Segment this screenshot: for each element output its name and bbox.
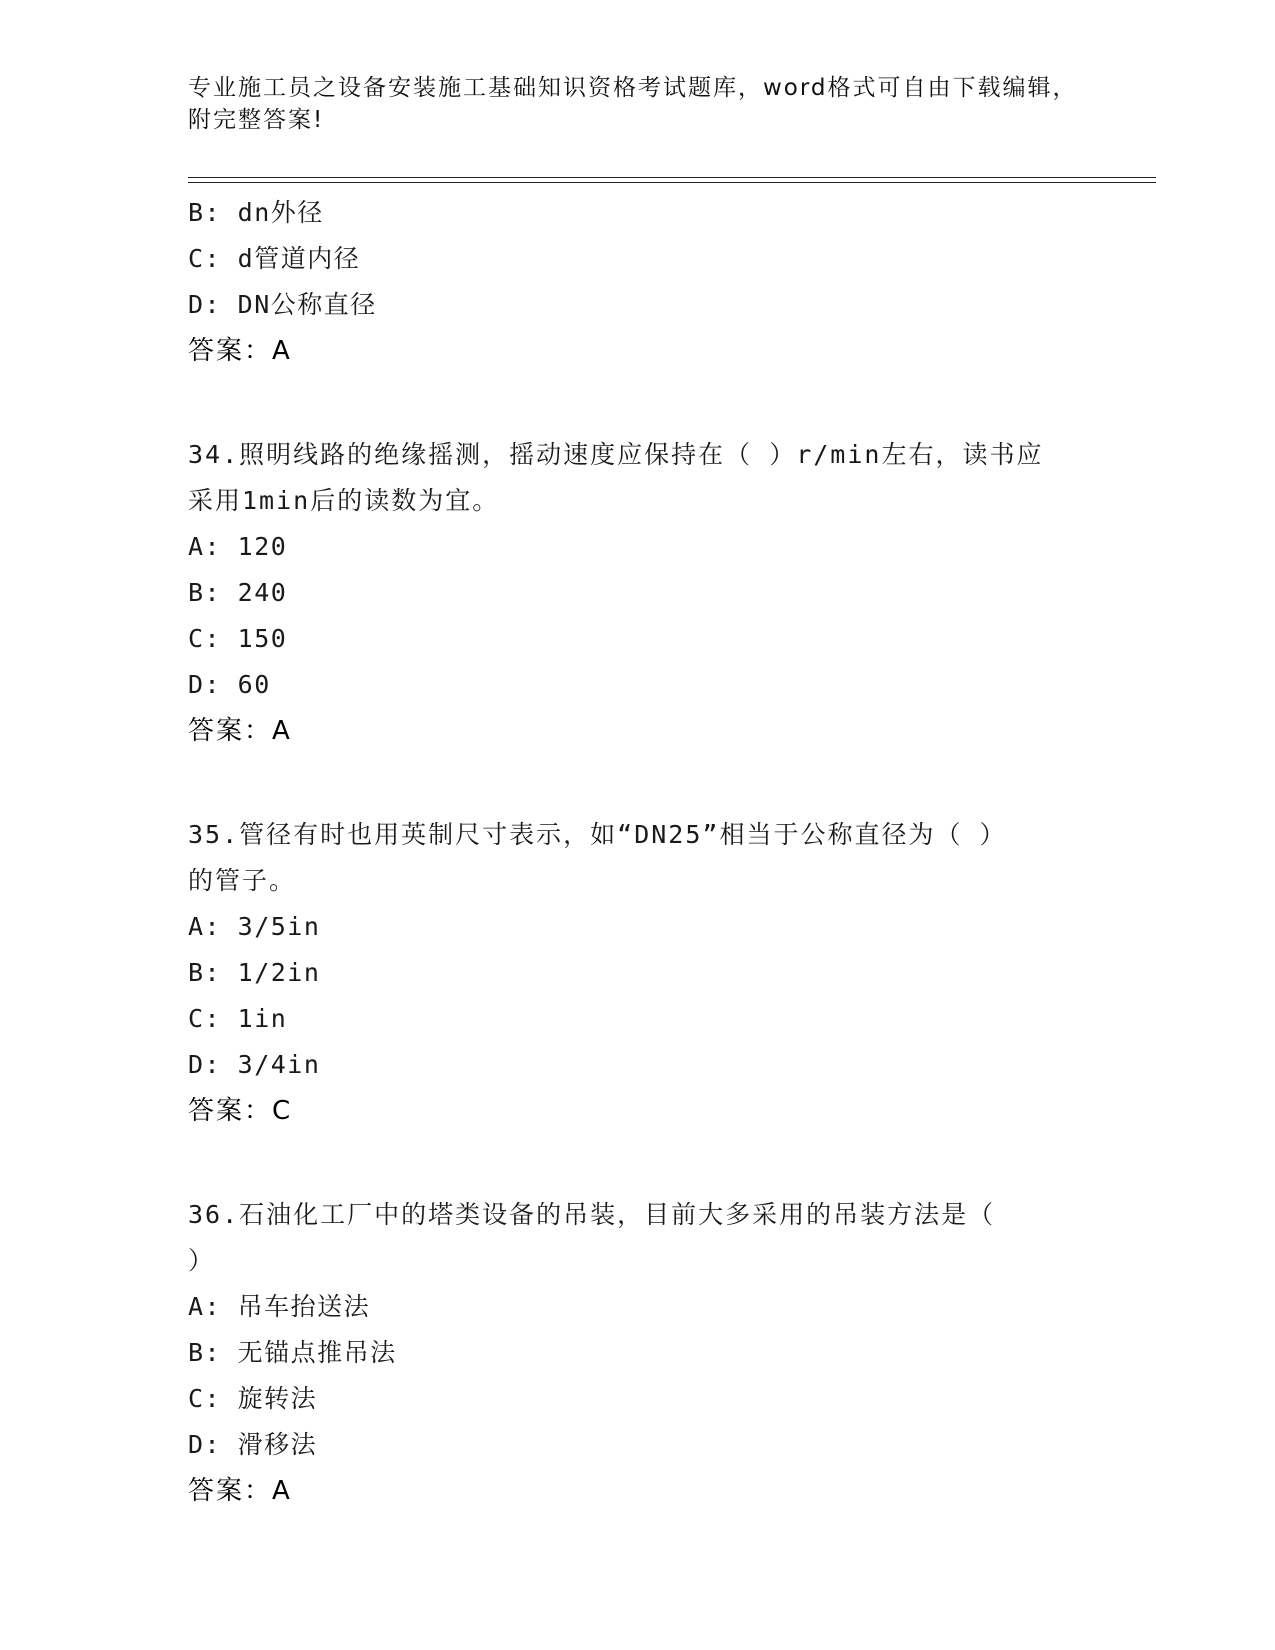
block-spacer [188, 754, 1088, 812]
answer-line: 答案：A [188, 1476, 292, 1506]
option-a: A: 120 [188, 532, 288, 561]
option-b: B: 240 [188, 578, 288, 607]
question-block-36 [188, 1192, 1088, 1514]
option-a: A: 3/5in [188, 912, 321, 941]
answer-line: 答案：A [188, 336, 292, 366]
option-c: C: 1in [188, 1004, 288, 1033]
option-b: B: dn外径 [188, 198, 324, 227]
question-stem [188, 1192, 1088, 1284]
question-block-34 [188, 432, 1088, 754]
option-c: C: 150 [188, 624, 288, 653]
option-c: C: d管道内径 [188, 244, 361, 273]
option-b: B: 1/2in [188, 958, 321, 987]
header-divider-top [188, 177, 1156, 178]
question-stem-line: 36.石油化工厂中的塔类设备的吊装，目前大多采用的吊装方法是（ [188, 1200, 996, 1229]
question-list [188, 190, 1088, 1514]
previous-question-block [188, 190, 1088, 374]
option-b: B: 无锚点推吊法 [188, 1338, 397, 1367]
option-d: D: 60 [188, 670, 271, 699]
block-spacer [188, 374, 1088, 432]
option-d: D: DN公称直径 [188, 290, 377, 319]
block-spacer [188, 1134, 1088, 1192]
option-c: C: 旋转法 [188, 1384, 318, 1413]
option-d: D: 滑移法 [188, 1430, 318, 1459]
question-stem [188, 812, 1088, 904]
header-line-1: 专业施工员之设备安装施工基础知识资格考试题库，word格式可自由下载编辑， [188, 75, 1078, 101]
option-d: D: 3/4in [188, 1050, 321, 1079]
header-line-2: 附完整答案! [188, 107, 325, 133]
question-stem-line: ） [188, 1246, 216, 1275]
question-block-35 [188, 812, 1088, 1134]
header-divider-bottom [188, 182, 1156, 183]
answer-line: 答案：C [188, 1096, 293, 1126]
question-stem-line: 的管子。 [188, 866, 297, 895]
document-header [188, 72, 1088, 136]
answer-line: 答案：A [188, 716, 292, 746]
question-stem-line: 34.照明线路的绝缘摇测，摇动速度应保持在（ ）r/min左右，读书应 [188, 440, 1044, 469]
question-stem-line: 采用1min后的读数为宜。 [188, 486, 500, 515]
question-stem [188, 432, 1088, 524]
question-stem-line: 35.管径有时也用英制尺寸表示，如“DN25”相当于公称直径为（ ） [188, 820, 1007, 849]
option-a: A: 吊车抬送法 [188, 1292, 371, 1321]
